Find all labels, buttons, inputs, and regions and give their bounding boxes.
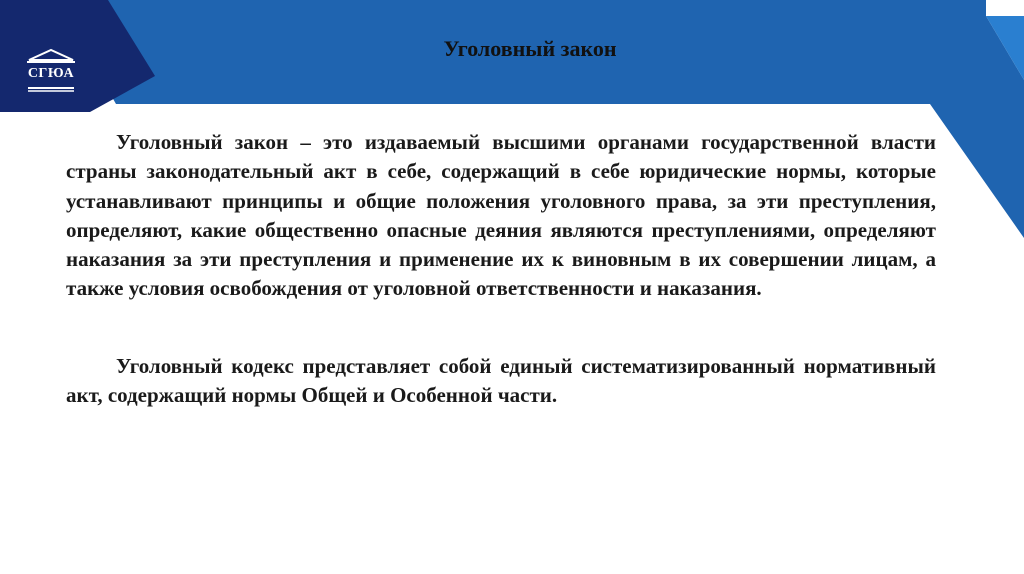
slide-title: Уголовный закон <box>443 36 617 61</box>
paragraph-code: Уголовный кодекс представляет собой единый систематизированный нормативный акт, содержащий нормы Общей и Особенной части. <box>66 353 936 408</box>
logo-text: СГЮА <box>27 66 75 81</box>
paragraph-definition: Уголовный закон – это издаваемый высшими органами государственной власти страны законодательный акт в себе, содержащий в себе юридические нормы, которые устанавливают принципы и общие положения уголовного права, за эти преступления, определяют, какие общественно опасные деяния являются преступлениями, определяют наказания за эти преступления и применение их к виновным в их совершении лицам, а также условия освобождения от уголовной ответственности и наказания. <box>66 130 936 301</box>
slide-body <box>66 128 936 410</box>
